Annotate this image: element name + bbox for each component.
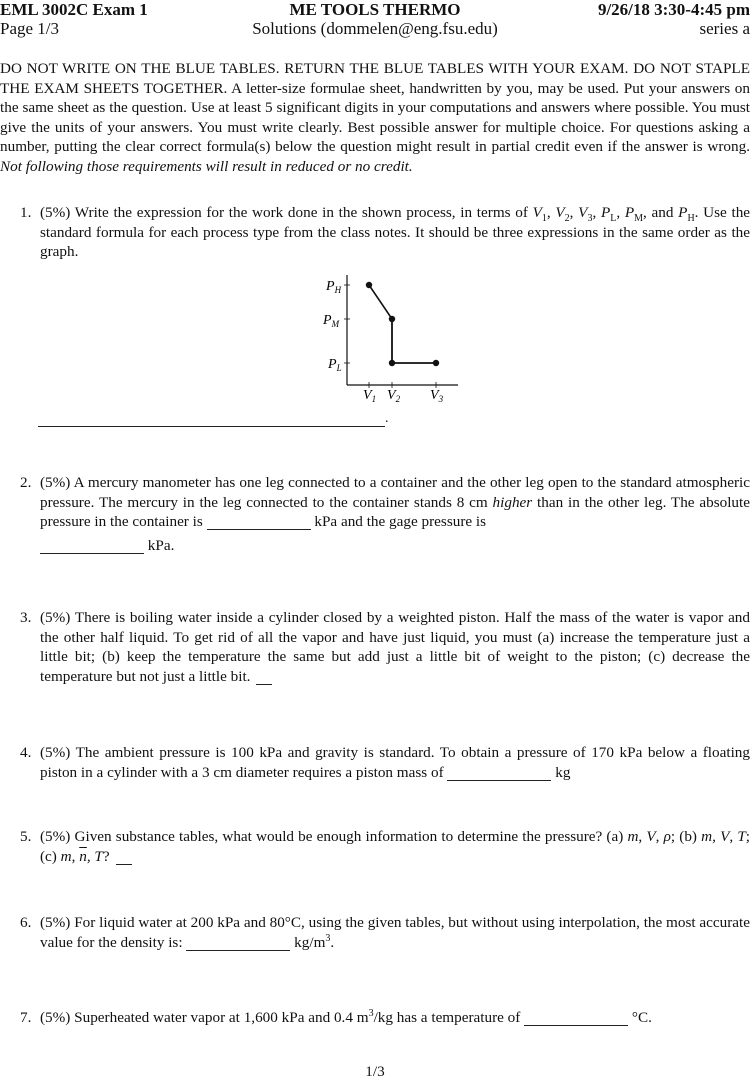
var: V [532,204,542,221]
y-label-pl: $P_L$ [328,357,342,373]
period: . [330,933,335,951]
question-weight: (5%) [40,914,71,931]
var-sub: H [687,213,695,225]
instructions [0,59,750,177]
var-sub: L [610,213,617,225]
var-sub: M [634,213,644,225]
var: P [624,204,635,221]
var: ρ [663,828,671,845]
question-6 [20,913,750,952]
question-weight: (5%) [40,1009,71,1026]
unit-label: kPa and the gage pressure is [310,513,487,531]
state-point-4 [433,360,439,366]
y-label-pm: $P_M$ [323,313,340,329]
var: P [600,204,611,221]
question-text-2: . Use the standard formula for each process type from the class notes. It should be three expressions in the same order as the graph. [40,204,750,261]
x-label-v3: $V_3$ [430,388,444,404]
question-text: Superheated water vapor at 1,600 kPa and 0.4 m [70,1009,369,1026]
question-7 [20,1008,750,1028]
instructions-warning: Not following those requirements will result in reduced or no credit. [0,157,413,175]
page-number: 1/3 [365,1063,385,1080]
var: $\overline{n}$ [79,847,87,865]
page-footer [0,1063,750,1081]
var: m [627,828,639,845]
question-text: The ambient pressure is 100 kPa and gravity is standard. To obtain a pressure of 170 kPa below a floating piston in a cylinder with a 3 cm diameter requires a piston mass of [40,744,750,781]
var-sub: 3 [587,213,593,225]
var: m [60,847,72,865]
question-text: Given substance tables, what would be enough information to determine the pressure? (a) [70,828,628,845]
question-weight: (5%) [40,609,71,626]
question-1: 1. (5%) Write the expression for the work done in the shown process, in terms of $V_1$, $V_2$, $V_3$, $P_L$, $P_M$, and $P_H$. Use the standard formula for each process type from the class notes. It should be three expressions in the same order as the graph. [20,204,750,261]
question-3 [20,608,750,686]
question-text-2: than in the other leg. The absolute pressure in the container is [40,493,750,531]
question-number: 3. [20,609,32,626]
x-label-v2: $V_2$ [387,388,401,404]
var: P [678,204,688,221]
answer-field-density[interactable] [186,936,290,951]
question-4 [20,743,750,782]
question-text: For liquid water at 200 kPa and 80°C, using the given tables, but without using interpolation, the most accurate value for the density is: [40,914,750,951]
var: V [646,828,656,845]
var: V [720,828,730,845]
question-weight: (5%) [40,828,71,845]
page-indicator: Page 1/3 [0,19,60,38]
exam-title: ME TOOLS THERMO [289,0,461,19]
state-point-2 [389,316,395,322]
var: m [701,828,713,845]
pv-diagram [290,265,480,410]
option-label: (c) [40,847,57,865]
var-sub: 1 [541,213,547,225]
x-label-v1: $V_1$ [363,388,377,404]
question-number: 1. [20,204,32,221]
var: T [737,828,746,845]
state-point-3 [389,360,395,366]
exam-datetime: 9/26/18 3:30-4:45 pm [597,0,750,19]
question-weight: (5%) [40,744,71,761]
series-label: series a [699,19,750,38]
question-2 [20,473,750,555]
var-sub: 2 [564,213,570,225]
unit-label: °C. [628,1009,652,1026]
answer-field-q5[interactable] [116,850,132,865]
question-mark: ? [102,847,110,865]
unit-label: kg/m [290,933,326,951]
process-line-1 [369,285,392,319]
question-number: 7. [20,1009,32,1026]
y-label-ph: $P_H$ [326,279,342,295]
question-text: Write the expression for the work done in the shown process, in terms of [70,204,533,221]
answer-field-absolute-pressure[interactable] [207,515,311,530]
answer-field-q1[interactable] [38,426,385,427]
answer-period: . [385,411,389,426]
question-text-2: /kg has a temperature of [373,1009,525,1026]
unit-exponent: 3 [368,1007,374,1019]
unit-label: kg [551,763,571,781]
question-number: 4. [20,744,32,761]
unit-exponent: 3 [325,932,331,944]
state-point-1 [366,282,372,288]
question-weight: (5%) [40,204,71,221]
solutions-contact: Solutions (dommelen@eng.fsu.edu) [252,19,498,38]
var: V [555,204,565,221]
question-number: 5. [20,828,32,845]
answer-field-gage-pressure[interactable] [40,539,144,554]
answer-field-temperature[interactable] [524,1011,628,1026]
var: V [578,204,588,221]
conjunction: and [651,204,674,221]
question-number: 6. [20,914,32,931]
answer-field-q3[interactable] [256,670,272,685]
var: T [94,847,103,865]
answer-field-piston-mass[interactable] [447,766,551,781]
question-text: There is boiling water inside a cylinder closed by a weighted piston. Half the mass of the water is vapor and the other half liquid. To get rid of all the vapor and have just liquid, you must (a) increase the temperature just a little bit; (b) keep the temperature the same but add just a little bit of weight to the piston; (c) decrease the temperature but not just a little bit. [40,609,750,685]
course-code: EML 3002C Exam 1 [0,0,148,19]
emphasis-text: higher [492,493,533,511]
question-5: 5. (5%) Given substance tables, what would be enough information to determine the pressure? (a) m, V, ρ; (b) m, V, T; (c) m, $\overline{n}$, T? [20,828,750,865]
option-label: (b) [679,828,697,845]
question-text: A mercury manometer has one leg connected to a container and the other leg open to the standard atmospheric pressure. The mercury in the leg connected to the container stands 8 cm [40,474,750,511]
instructions-text: DO NOT WRITE ON THE BLUE TABLES. RETURN THE BLUE TABLES WITH YOUR EXAM. DO NOT STAPLE THE EXAM SHEETS TOGETHER. A letter-size formulae sheet, handwritten by you, may be used. Put your answers on the same sheet as the question. Use at least 5 significant digits in your computations and answers where possible. You must give the units of your answers. You must write clearly. Best possible answer for multiple choice. For questions asking a number, putting the clear correct formula(s) below the question might result in partial credit even if the answer is wrong. [0,60,750,156]
question-weight: (5%) [40,474,71,491]
question-number: 2. [20,474,32,491]
unit-label: kPa. [144,536,175,554]
